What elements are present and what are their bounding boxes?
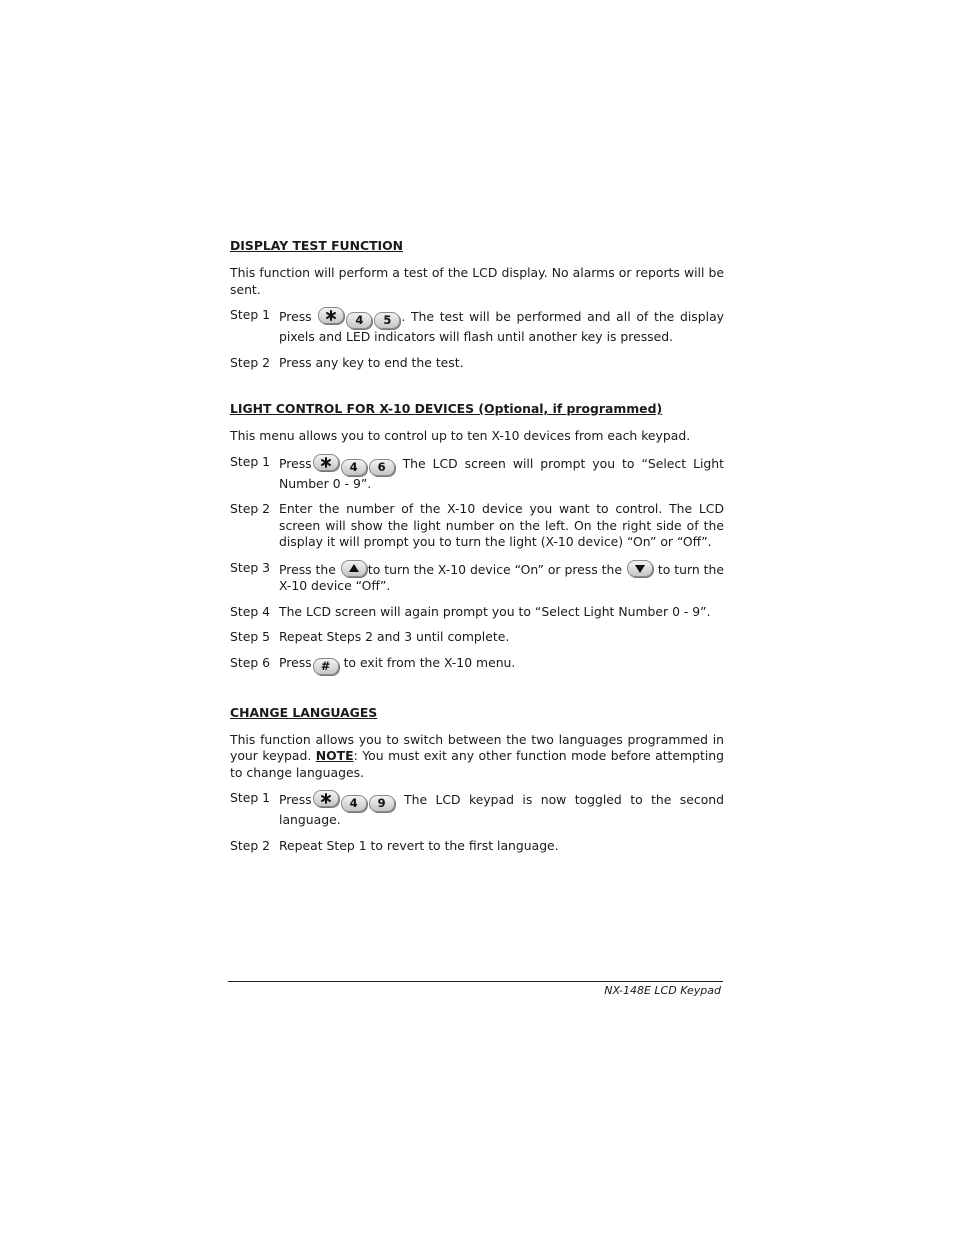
step-label: Step 1 xyxy=(230,790,271,805)
key-4-icon: 4 xyxy=(341,795,367,812)
section-title: LIGHT CONTROL FOR X-10 DEVICES (Optional, if programmed) xyxy=(230,401,663,416)
star-key-icon xyxy=(313,454,339,471)
step-row xyxy=(230,655,724,675)
step-text-post: The LCD keypad is now toggled to the second language. xyxy=(279,792,724,827)
intro-text: This function allows you to switch between the two languages programmed in your keypad. xyxy=(230,731,724,763)
step-text-post: The LCD screen will prompt you to “Select Light Number 0 - 9”. xyxy=(279,455,724,491)
change-languages-section xyxy=(230,704,724,855)
display-test-section xyxy=(230,237,724,371)
section-title: CHANGE LANGUAGES xyxy=(230,704,378,720)
key-4-icon: 4 xyxy=(341,459,367,476)
step-text-post: . The test will be performed and all of the display pixels and LED indicators will flash until another key is pressed. xyxy=(279,309,724,344)
step-label: Step 6 xyxy=(230,654,271,670)
step-text-pre: Press xyxy=(279,654,312,670)
step-label: Step 3 xyxy=(230,559,271,575)
key-9-icon: 9 xyxy=(369,795,395,812)
step-text: The LCD screen will again prompt you to “Select Light Number 0 - 9”. xyxy=(279,603,711,619)
step-text xyxy=(279,560,724,595)
section-intro xyxy=(230,732,724,782)
step-row xyxy=(230,454,724,493)
section-intro: This function will perform a test of the LCD display. No alarms or reports will be sent. xyxy=(230,265,724,297)
hash-key-icon: # xyxy=(313,658,339,675)
step-label: Step 2 xyxy=(230,501,271,516)
page-content xyxy=(230,237,724,883)
step-text-post: to turn the X-10 device “Off”. xyxy=(279,561,724,593)
up-arrow-key-icon xyxy=(341,560,367,577)
step-row xyxy=(230,629,724,646)
step-row xyxy=(230,560,724,595)
step-label: Step 2 xyxy=(230,354,271,370)
step-row xyxy=(230,838,724,855)
step-text: Press any key to end the test. xyxy=(279,354,464,370)
key-5-icon: 5 xyxy=(374,312,400,329)
step-row xyxy=(230,604,724,621)
step-label: Step 2 xyxy=(230,837,271,853)
step-row xyxy=(230,307,724,346)
key-4-icon: 4 xyxy=(346,312,372,329)
step-text-post: to exit from the X-10 menu. xyxy=(339,654,516,670)
step-text xyxy=(279,655,724,675)
section-title: DISPLAY TEST FUNCTION xyxy=(230,238,404,253)
footer-divider xyxy=(228,981,723,982)
step-label: Step 1 xyxy=(230,453,271,469)
step-row xyxy=(230,790,724,829)
star-key-icon xyxy=(313,790,339,807)
step-label: Step 4 xyxy=(230,603,271,619)
section-intro: This menu allows you to control up to ten X-10 devices from each keypad. xyxy=(230,428,691,443)
down-arrow-key-icon xyxy=(627,560,653,577)
step-text-pre: Press xyxy=(279,792,312,807)
step-label: Step 5 xyxy=(230,629,271,644)
step-text-pre: Press xyxy=(279,455,312,471)
step-text: Enter the number of the X-10 device you want to control. The LCD screen will show the light number on the left. On the right side of the display it will prompt you to turn the light (X-10 device) “On” or “Off”. xyxy=(279,501,724,549)
note-label: NOTE xyxy=(315,748,354,763)
step-text: Repeat Steps 2 and 3 until complete. xyxy=(279,629,510,644)
x10-light-control-section xyxy=(230,400,724,675)
step-text xyxy=(279,307,724,346)
step-label: Step 1 xyxy=(230,307,271,322)
key-6-icon: 6 xyxy=(369,459,395,476)
footer-title: NX-148E LCD Keypad xyxy=(604,984,721,997)
step-text: Repeat Step 1 to revert to the first language. xyxy=(279,837,559,853)
step-row xyxy=(230,355,724,372)
step-text-mid: to turn the X-10 device “On” or press the xyxy=(367,561,622,577)
step-text xyxy=(279,790,724,829)
star-key-icon xyxy=(318,307,344,324)
intro-text-post: : You must exit any other function mode before attempting to change languages. xyxy=(230,748,724,780)
step-text-pre: Press xyxy=(279,309,312,324)
step-row xyxy=(230,501,724,551)
step-text xyxy=(279,454,724,493)
step-text-pre: Press the xyxy=(279,561,336,577)
